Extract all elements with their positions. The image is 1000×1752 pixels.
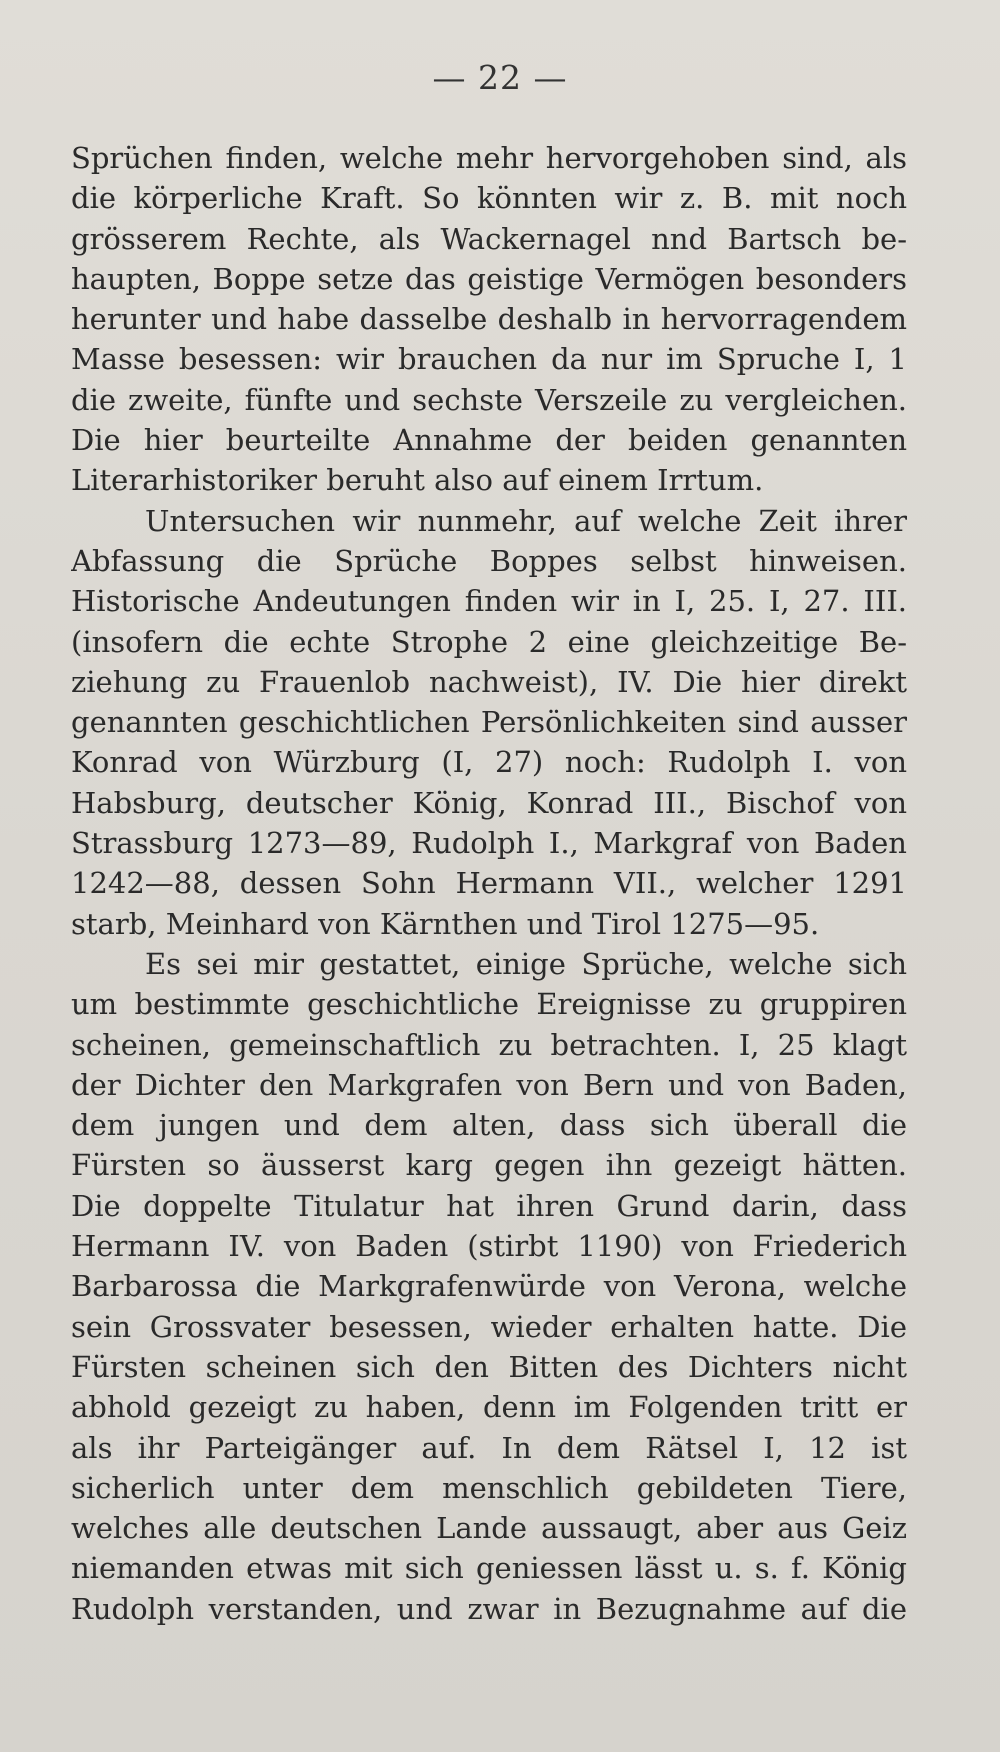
- text-line: herunter und habe dasselbe deshalb in hervorragendem: [71, 302, 907, 337]
- text-line: starb, Meinhard von Kärnthen und Tirol 1275—95.: [71, 906, 820, 941]
- text-line: Barbarossa die Markgrafenwürde von Verona, welche: [71, 1269, 907, 1304]
- text-line: um bestimmte geschichtliche Ereignisse zu gruppiren: [71, 987, 907, 1022]
- text-line: Sprüchen finden, welche mehr hervorgehoben sind, als: [71, 141, 907, 175]
- text-line: Hermann IV. von Baden (stirbt 1190) von Friederich: [71, 1229, 907, 1264]
- text-line: 1242—88, dessen Sohn Hermann VII., welcher 1291: [71, 866, 907, 901]
- text-line: die körperliche Kraft. So könnten wir z. B. mit noch: [71, 181, 907, 216]
- text-line: genannten geschichtlichen Persönlichkeiten sind ausser: [71, 705, 907, 740]
- body-text: [71, 138, 907, 1629]
- text-line: der Dichter den Markgrafen von Bern und von Baden,: [71, 1067, 907, 1102]
- text-line: Fürsten so äusserst karg gegen ihn gezeigt hätten.: [71, 1148, 907, 1183]
- text-line: die zweite, fünfte und sechste Verszeile zu vergleichen.: [71, 382, 907, 417]
- text-line: Untersuchen wir nunmehr, auf welche Zeit ihrer: [145, 503, 907, 538]
- text-line: Masse besessen: wir brauchen da nur im Spruche I, 1: [71, 342, 907, 377]
- text-line: sein Grossvater besessen, wieder erhalten hatte. Die: [71, 1309, 907, 1344]
- text-line: scheinen, gemeinschaftlich zu betrachten. I, 25 klagt: [71, 1027, 907, 1062]
- text-line: Historische Andeutungen finden wir in I, 25. I, 27. III.: [71, 584, 907, 619]
- text-line: grösserem Rechte, als Wackernagel nnd Bartsch be-: [71, 221, 907, 256]
- text-line: Literarhistoriker beruht also auf einem Irrtum.: [71, 463, 764, 498]
- text-line: Konrad von Würzburg (I, 27) noch: Rudolph I. von: [71, 745, 907, 780]
- text-line: Habsburg, deutscher König, Konrad III., Bischof von: [71, 785, 907, 820]
- text-line: (insofern die echte Strophe 2 eine gleichzeitige Be-: [71, 624, 907, 659]
- text-line: Fürsten scheinen sich den Bitten des Dichters nicht: [71, 1349, 907, 1384]
- text-line: haupten, Boppe setze das geistige Vermögen besonders: [71, 261, 907, 296]
- text-line: ziehung zu Frauenlob nachweist), IV. Die hier direkt: [71, 664, 907, 699]
- text-line: Es sei mir gestattet, einige Sprüche, welche sich: [145, 946, 907, 981]
- text-line: Rudolph verstanden, und zwar in Bezugnahme auf die: [71, 1591, 907, 1626]
- text-line: dem jungen und dem alten, dass sich überall die: [71, 1108, 907, 1143]
- text-line: Die hier beurteilte Annahme der beiden genannten: [71, 423, 907, 458]
- text-line: sicherlich unter dem menschlich gebildeten Tiere,: [71, 1470, 907, 1505]
- page-number: — 22 —: [432, 58, 568, 97]
- text-line: Die doppelte Titulatur hat ihren Grund darin, dass: [71, 1188, 907, 1223]
- text-line: niemanden etwas mit sich geniessen lässt u. s. f. König: [71, 1551, 907, 1586]
- text-line: als ihr Parteigänger auf. In dem Rätsel I, 12 ist: [71, 1430, 907, 1465]
- text-line: welches alle deutschen Lande aussaugt, aber aus Geiz: [71, 1511, 907, 1546]
- text-line: abhold gezeigt zu haben, denn im Folgenden tritt er: [71, 1390, 907, 1425]
- text-line: Strassburg 1273—89, Rudolph I., Markgraf von Baden: [71, 826, 907, 861]
- text-line: Abfassung die Sprüche Boppes selbst hinweisen.: [71, 543, 907, 578]
